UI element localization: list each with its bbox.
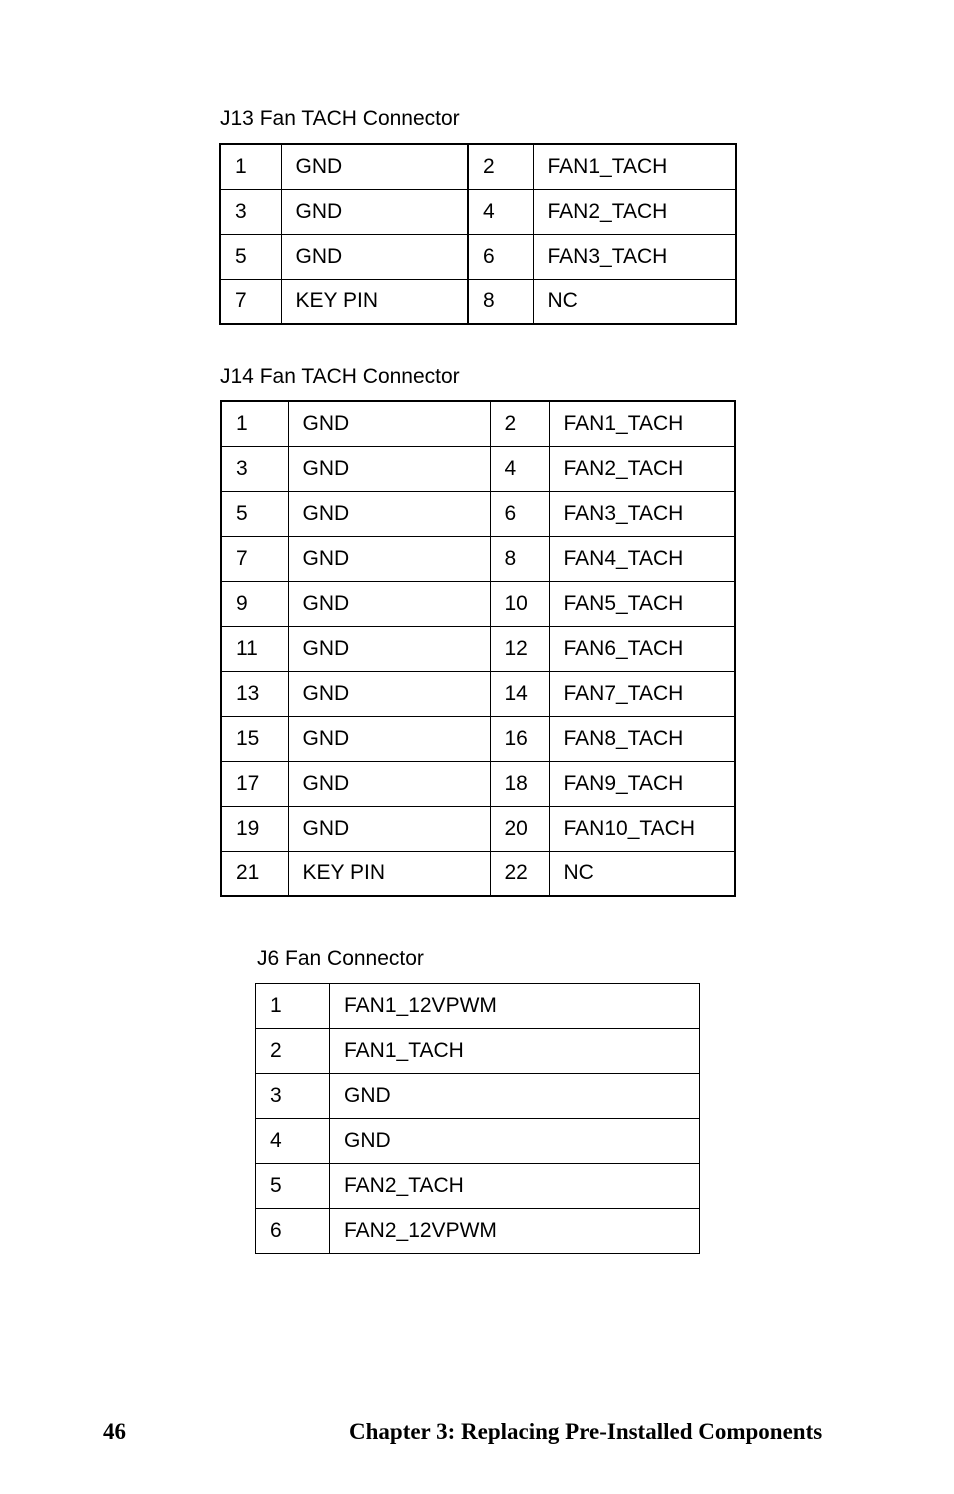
table-row	[220, 144, 736, 189]
signal-name: GND	[330, 1119, 700, 1164]
signal-name: FAN9_TACH	[549, 761, 735, 806]
signal-name: FAN2_TACH	[330, 1164, 700, 1209]
pin-number: 7	[221, 536, 288, 581]
signal-name: GND	[288, 536, 490, 581]
pin-number: 8	[490, 536, 549, 581]
pin-number: 9	[221, 581, 288, 626]
signal-name: FAN3_TACH	[549, 491, 735, 536]
table-row	[221, 536, 735, 581]
table-row	[221, 716, 735, 761]
table-row	[221, 401, 735, 446]
pin-number: 19	[221, 806, 288, 851]
pin-number: 8	[468, 279, 533, 324]
j14-caption: J14 Fan TACH Connector	[220, 365, 460, 388]
signal-name: FAN7_TACH	[549, 671, 735, 716]
signal-name: FAN6_TACH	[549, 626, 735, 671]
signal-name: GND	[281, 189, 468, 234]
signal-name: GND	[288, 446, 490, 491]
pin-number: 21	[221, 851, 288, 896]
table-row	[221, 761, 735, 806]
table-row	[256, 1029, 700, 1074]
pin-number: 1	[256, 984, 330, 1029]
table-row	[221, 581, 735, 626]
pin-number: 13	[221, 671, 288, 716]
signal-name: GND	[288, 491, 490, 536]
signal-name: FAN3_TACH	[533, 234, 736, 279]
pin-number: 20	[490, 806, 549, 851]
pin-number: 5	[256, 1164, 330, 1209]
signal-name: FAN5_TACH	[549, 581, 735, 626]
table-row	[221, 491, 735, 536]
chapter-title: Chapter 3: Replacing Pre-Installed Components	[349, 1419, 823, 1444]
signal-name: GND	[288, 806, 490, 851]
signal-name: FAN10_TACH	[549, 806, 735, 851]
j6-pin-table	[255, 983, 700, 1254]
pin-number: 14	[490, 671, 549, 716]
table-row	[221, 851, 735, 896]
table-row	[221, 671, 735, 716]
table-row	[256, 1119, 700, 1164]
pin-number: 3	[256, 1074, 330, 1119]
pin-number: 6	[490, 491, 549, 536]
pin-number: 4	[256, 1119, 330, 1164]
signal-name: GND	[330, 1074, 700, 1119]
table-row	[221, 806, 735, 851]
j13-caption: J13 Fan TACH Connector	[220, 107, 460, 130]
pin-number: 1	[220, 144, 281, 189]
pin-number: 2	[468, 144, 533, 189]
signal-name: NC	[533, 279, 736, 324]
table-row	[221, 626, 735, 671]
signal-name: FAN1_TACH	[533, 144, 736, 189]
j13-pin-table	[219, 143, 737, 325]
signal-name: GND	[281, 144, 468, 189]
signal-name: FAN1_12VPWM	[330, 984, 700, 1029]
signal-name: FAN8_TACH	[549, 716, 735, 761]
signal-name: GND	[288, 671, 490, 716]
signal-name: FAN1_TACH	[549, 401, 735, 446]
pin-number: 22	[490, 851, 549, 896]
signal-name: GND	[281, 234, 468, 279]
signal-name: KEY PIN	[288, 851, 490, 896]
pin-number: 2	[490, 401, 549, 446]
pin-number: 2	[256, 1029, 330, 1074]
table-row	[256, 1164, 700, 1209]
pin-number: 17	[221, 761, 288, 806]
table-row	[256, 1209, 700, 1254]
signal-name: FAN2_TACH	[533, 189, 736, 234]
signal-name: GND	[288, 626, 490, 671]
table-row	[220, 189, 736, 234]
pin-number: 6	[256, 1209, 330, 1254]
pin-number: 12	[490, 626, 549, 671]
page-number: 46	[103, 1419, 126, 1444]
table-row	[256, 984, 700, 1029]
signal-name: NC	[549, 851, 735, 896]
pin-number: 1	[221, 401, 288, 446]
signal-name: FAN2_TACH	[549, 446, 735, 491]
j14-pin-table	[220, 400, 736, 897]
table-row	[220, 279, 736, 324]
pin-number: 4	[468, 189, 533, 234]
signal-name: KEY PIN	[281, 279, 468, 324]
pin-number: 5	[221, 491, 288, 536]
table-row	[220, 234, 736, 279]
pin-number: 4	[490, 446, 549, 491]
pin-number: 7	[220, 279, 281, 324]
signal-name: GND	[288, 761, 490, 806]
table-row	[256, 1074, 700, 1119]
pin-number: 3	[221, 446, 288, 491]
signal-name: FAN4_TACH	[549, 536, 735, 581]
pin-number: 6	[468, 234, 533, 279]
pin-number: 3	[220, 189, 281, 234]
pin-number: 5	[220, 234, 281, 279]
pin-number: 15	[221, 716, 288, 761]
signal-name: FAN1_TACH	[330, 1029, 700, 1074]
pin-number: 10	[490, 581, 549, 626]
pin-number: 11	[221, 626, 288, 671]
pin-number: 18	[490, 761, 549, 806]
signal-name: GND	[288, 581, 490, 626]
j6-caption: J6 Fan Connector	[257, 947, 424, 970]
signal-name: GND	[288, 716, 490, 761]
signal-name: GND	[288, 401, 490, 446]
signal-name: FAN2_12VPWM	[330, 1209, 700, 1254]
table-row	[221, 446, 735, 491]
pin-number: 16	[490, 716, 549, 761]
